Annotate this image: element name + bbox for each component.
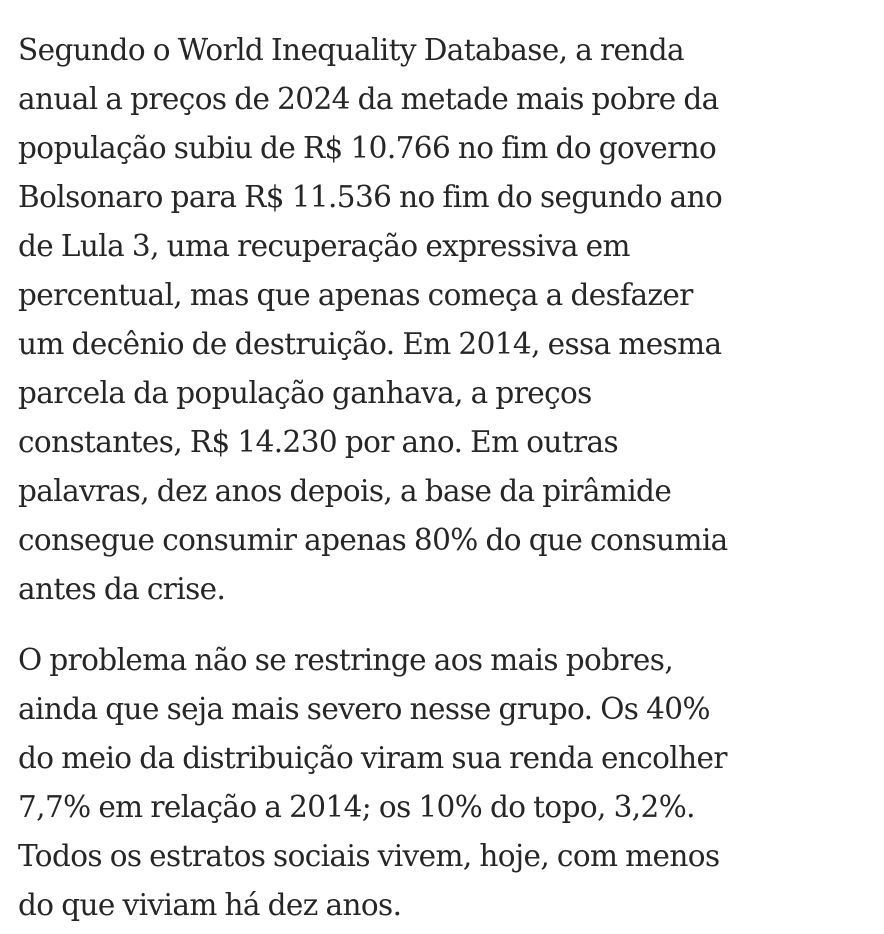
- text-line: parcela da população ganhava, a preços: [18, 376, 592, 410]
- article-body: [18, 26, 868, 930]
- text-line: antes da crise.: [18, 572, 226, 606]
- text-line: consegue consumir apenas 80% do que consumia: [18, 523, 728, 557]
- text-line: população subiu de R$ 10.766 no fim do governo: [18, 131, 717, 165]
- text-line: O problema não se restringe aos mais pobres,: [18, 643, 674, 677]
- text-line: do meio da distribuição viram sua renda encolher: [18, 741, 727, 775]
- text-line: Todos os estratos sociais vivem, hoje, com menos: [18, 839, 720, 873]
- text-line: 7,7% em relação a 2014; os 10% do topo, 3,2%.: [18, 790, 695, 824]
- text-line: ainda que seja mais severo nesse grupo. Os 40%: [18, 692, 710, 726]
- paragraph-1: [18, 26, 868, 614]
- text-line: do que viviam há dez anos.: [18, 888, 402, 922]
- text-line: Segundo o World Inequality Database, a renda: [18, 33, 685, 67]
- paragraph-2: [18, 636, 868, 930]
- text-line: anual a preços de 2024 da metade mais pobre da: [18, 82, 719, 116]
- text-line: Bolsonaro para R$ 11.536 no fim do segundo ano: [18, 180, 723, 214]
- text-line: de Lula 3, uma recuperação expressiva em: [18, 229, 630, 263]
- text-line: constantes, R$ 14.230 por ano. Em outras: [18, 425, 619, 459]
- text-line: percentual, mas que apenas começa a desfazer: [18, 278, 693, 312]
- text-line: um decênio de destruição. Em 2014, essa mesma: [18, 327, 722, 361]
- text-line: palavras, dez anos depois, a base da pirâmide: [18, 474, 672, 508]
